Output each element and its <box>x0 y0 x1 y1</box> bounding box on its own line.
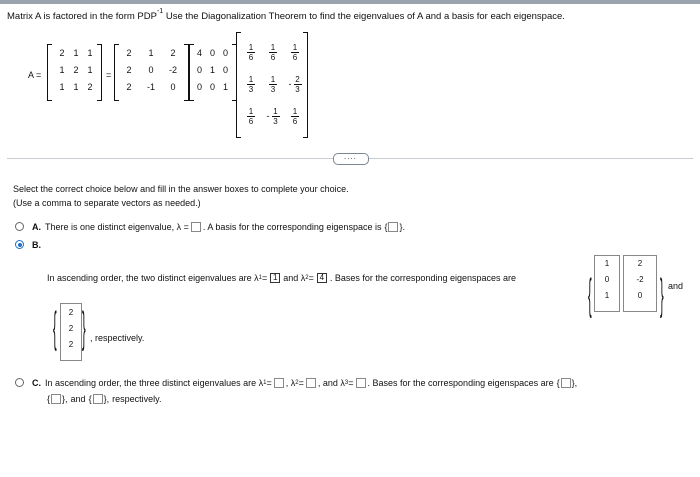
option-b-lambda2-input[interactable]: 4 <box>317 273 327 283</box>
option-a-radio[interactable] <box>15 222 24 231</box>
option-c-lambda1-input[interactable] <box>274 378 284 388</box>
instructions-line2: (Use a comma to separate vectors as needed.) <box>13 198 201 208</box>
equals-sign: = <box>106 70 112 80</box>
negative-fraction: - $\frac{2}{3}$ <box>288 74 300 94</box>
fraction: $\frac{1}{3}$ <box>248 74 254 94</box>
option-c-line1: C. In ascending order, the three distinct eigenvalues are λ 1 = , λ 2 = , and λ 3 = . Bases for the corresponding eigenspaces are { }, <box>32 378 578 388</box>
option-b-respectively: , respectively. <box>90 333 145 343</box>
option-b-lambda1-input[interactable]: 1 <box>270 273 280 283</box>
option-b-basis1-brace-open: { <box>588 273 592 321</box>
top-bar <box>0 0 700 4</box>
instructions-line1: Select the correct choice below and fill in the answer boxes to complete your choice. <box>13 184 349 194</box>
a-equals-label: A = <box>28 70 42 80</box>
matrix-pinv-bracket-right <box>303 32 308 138</box>
fraction: $\frac{1}{3}$ <box>270 74 276 94</box>
option-a-eigenvalue-input[interactable] <box>191 222 201 232</box>
option-b-radio[interactable] <box>15 240 24 249</box>
more-button[interactable]: .... <box>333 153 369 165</box>
fraction: $\frac{1}{6}$ <box>248 106 254 126</box>
matrix-a-bracket-left <box>47 44 52 101</box>
option-b-basis2-vector[interactable]: 2 2 2 <box>60 303 82 361</box>
option-b-basis2-brace-open: { <box>53 306 57 354</box>
question-text: Matrix A is factored in the form $PDP^{-1}$ Use the Diagonalization Theorem to find the eigenvalues of A and a basis for each eigenspace. <box>7 8 565 23</box>
option-b-text: In ascending order, the two distinct eigenvalues are λ 1 = 1 and λ 2 = 4 . Bases for the corresponding eigenspaces are <box>47 273 517 283</box>
option-c-basis1-input[interactable] <box>561 378 571 388</box>
option-b-basis1-brace-close: } <box>660 273 664 321</box>
option-c-basis3-input[interactable] <box>93 394 103 404</box>
option-b-and: and <box>668 281 684 291</box>
option-c-lambda2-input[interactable] <box>306 378 316 388</box>
option-b-letter: B. <box>32 240 41 250</box>
matrix-a: 2 1 1 1 2 1 1 1 2 <box>59 48 93 92</box>
matrix-d: 4 0 0 0 1 0 0 0 1 <box>196 48 228 92</box>
option-c-lambda3-input[interactable] <box>356 378 366 388</box>
option-b-basis1-set <box>594 255 662 315</box>
option-c-basis2-input[interactable] <box>51 394 61 404</box>
option-a: A. There is one distinct eigenvalue, λ = . A basis for the corresponding eigenspace is { }. <box>32 222 405 232</box>
option-b-basis1-vector2[interactable]: 2 -2 0 <box>623 255 657 312</box>
fraction: $\frac{1}{6}$ <box>248 42 254 62</box>
option-b-basis2-brace-close: } <box>82 306 86 354</box>
option-b-basis1-vector1[interactable]: 1 0 1 <box>594 255 620 312</box>
fraction: $\frac{1}{6}$ <box>292 106 298 126</box>
matrix-p-inverse <box>240 36 306 132</box>
fraction: $\frac{1}{6}$ <box>292 42 298 62</box>
option-a-basis-input[interactable] <box>388 222 398 232</box>
matrix-p: 2 1 2 2 0 -2 2 -1 0 <box>126 48 177 92</box>
option-c-radio[interactable] <box>15 378 24 387</box>
negative-fraction: - $\frac{1}{3}$ <box>266 106 278 126</box>
fraction: $\frac{1}{6}$ <box>270 42 276 62</box>
matrix-a-bracket-right <box>97 44 102 101</box>
option-c-line2: { }, and { }, respectively. <box>47 394 162 404</box>
